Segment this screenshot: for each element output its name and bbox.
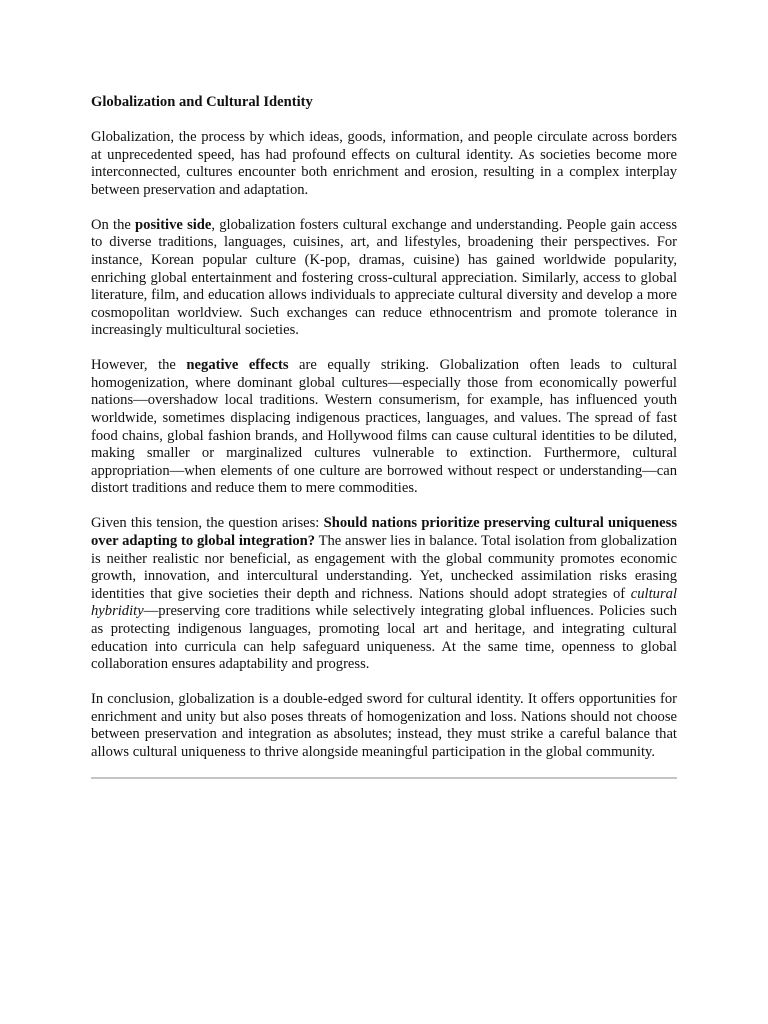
- question-emphasis: Should nations prioritize preserving cultural uniqueness over adapting to global integration?: [91, 515, 678, 550]
- intro-paragraph: [91, 129, 677, 199]
- positive-body-text: , globalization fosters cultural exchange and understanding. People gain access to diverse traditions, languages, cuisines, art, and lifestyles, broadening their perspectives. For instance, Korean popular culture (K-pop, dramas, cuisine) has gained worldwide popularity, enriching global entertainment and fostering cross-cultural appreciation. Similarly, access to global literature, film, and education allows individuals to appreciate cultural diversity and develop a more cosmopolitan worldview. Such exchanges can reduce ethnocentrism and promote tolerance in increasingly multicultural societies.: [91, 216, 678, 339]
- document-title: Globalization and Cultural Identity: [91, 94, 313, 110]
- positive-lead-text: On the: [91, 216, 136, 233]
- intro-text: Globalization, the process by which ideas, goods, information, and people circulate across borders at unprecedented speed, has had profound effects on cultural identity. As societies become more interconnected, cultures encounter both enrichment and erosion, resulting in a complex interplay between preservation and adaptation.: [91, 128, 677, 198]
- question-middle-text: The answer lies in balance. Total isolation from globalization is neither realistic nor beneficial, as engagement with the global community promotes economic growth, innovation, and intercultural understanding. Yet, unchecked assimilation risks erasing identities that give societies their depth and richness. Nations should adopt strategies of: [91, 533, 677, 602]
- conclusion-paragraph: [91, 691, 677, 761]
- question-paragraph: [91, 515, 677, 673]
- positive-side-emphasis: positive side: [135, 216, 212, 233]
- negative-lead-text: However, the: [91, 357, 187, 374]
- cultural-hybridity-term: cultural hybridity: [91, 585, 677, 620]
- positive-side-paragraph: [91, 217, 677, 340]
- negative-effects-paragraph: [91, 357, 677, 498]
- question-lead-text: Given this tension, the question arises:: [91, 515, 324, 532]
- horizontal-divider: [91, 777, 677, 779]
- conclusion-text: In conclusion, globalization is a double-edged sword for cultural identity. It offers opportunities for enrichment and unity but also poses threats of homogenization and loss. Nations should not choose between preservation and integration as absolutes; instead, they must strike a careful balance that allows cultural uniqueness to thrive alongside meaningful participation in the global community.: [91, 691, 677, 760]
- negative-body-text: are equally striking. Globalization often leads to cultural homogenization, where dominant global cultures—especially those from economically powerful nations—overshadow local traditions. Western consumerism, for example, has influenced youth worldwide, sometimes displacing indigenous practices, languages, and values. The spread of fast food chains, global fashion brands, and Hollywood films can cause cultural identities to be diluted, making smaller or marginalized cultures vulnerable to extinction. Furthermore, cultural appropriation—when elements of one culture are borrowed without respect or understanding—can distort traditions and reduce them to mere commodities.: [91, 357, 677, 497]
- negative-effects-emphasis: negative effects: [186, 357, 289, 374]
- document-page: [91, 94, 677, 779]
- question-body-text: —preserving core traditions while selectively integrating global influences. Policies such as protecting indigenous languages, promoting local art and heritage, and integrating cultural education into curricula can help safeguard uniqueness. At the same time, openness to global collaboration ensures adaptability and progress.: [91, 603, 677, 673]
